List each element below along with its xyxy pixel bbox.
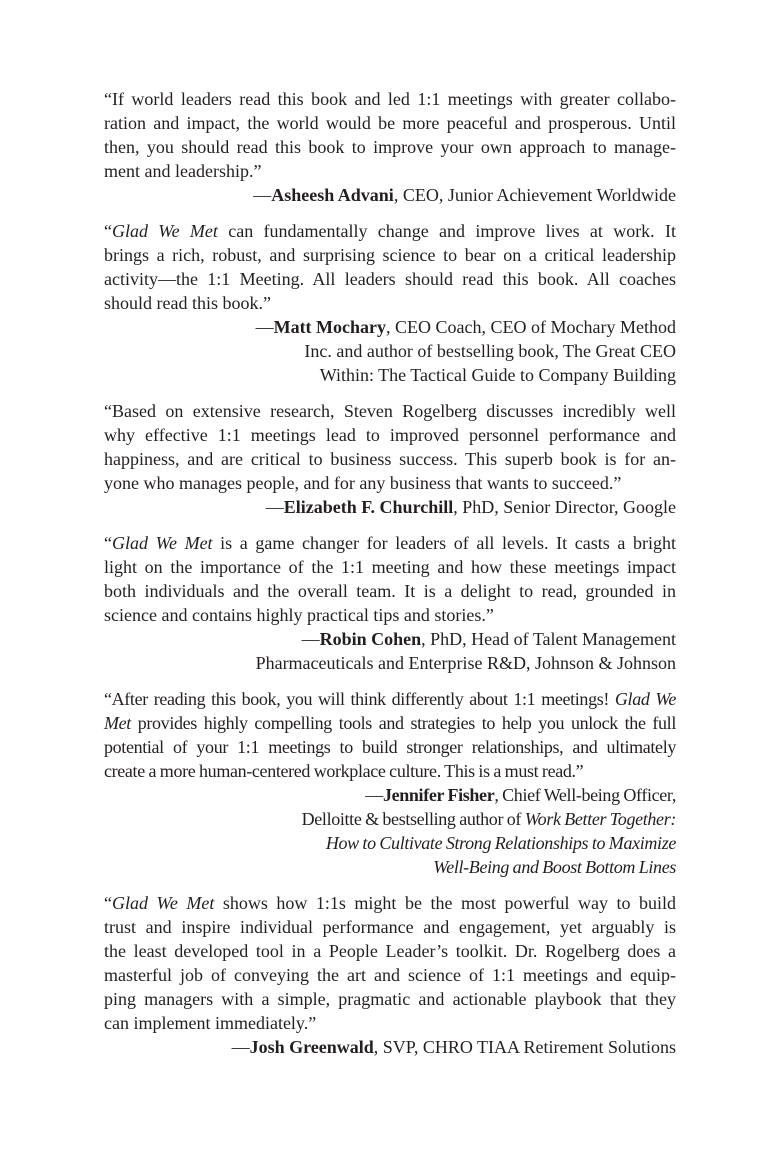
attribution-line	[104, 363, 676, 387]
text-segment: the least developed tool in a People Leader’s toolkit. Dr. Rogelberg does a	[104, 941, 676, 961]
quote-line	[104, 471, 676, 495]
quote-line	[104, 447, 676, 471]
book-title-text: Work Better Together:	[524, 809, 676, 829]
endorser-name: Asheesh Advani	[271, 185, 394, 205]
endorsement	[104, 87, 676, 207]
attribution-line	[104, 855, 676, 879]
text-segment: , SVP, CHRO TIAA Retirement Solutions	[373, 1037, 676, 1057]
quote-line	[104, 267, 676, 291]
book-title-text: Glad We	[614, 689, 676, 709]
quote-text	[104, 891, 676, 1035]
quote-line	[104, 111, 676, 135]
quote-line	[104, 555, 676, 579]
endorser-name: Jennifer Fisher	[382, 785, 495, 805]
attribution	[104, 627, 676, 675]
quote-line	[104, 135, 676, 159]
text-segment: should read this book.”	[104, 293, 271, 313]
text-segment: science and contains highly practical tips and stories.”	[104, 605, 494, 625]
text-segment: ration and impact, the world would be more peaceful and prosperous. Until	[104, 113, 676, 133]
text-segment: trust and inspire individual performance and engagement, yet arguably is	[104, 917, 676, 937]
endorsement	[104, 219, 676, 387]
attribution-line	[104, 183, 676, 207]
quote-text	[104, 87, 676, 183]
quote-line	[104, 243, 676, 267]
quote-line	[104, 579, 676, 603]
text-segment: , CEO, Junior Achievement Worldwide	[393, 185, 676, 205]
text-segment: masterful job of conveying the art and science of 1:1 meetings and equip-	[104, 965, 676, 985]
text-segment: “After reading this book, you will think differently about 1:1 meetings!	[104, 689, 615, 709]
quote-text	[104, 687, 676, 783]
text-segment: provides highly compelling tools and strategies to help you unlock the full	[130, 713, 676, 733]
quote-line	[104, 915, 676, 939]
text-segment: potential of your 1:1 meetings to build stronger relationships, and ultimately	[104, 737, 676, 757]
text-segment: , PhD, Head of Talent Management	[421, 629, 676, 649]
endorsement	[104, 891, 676, 1059]
quote-line	[104, 987, 676, 1011]
text-segment: , Chief Well-being Officer,	[494, 785, 676, 805]
text-segment: “Based on extensive research, Steven Rogelberg discusses incredibly well	[104, 401, 676, 421]
quote-line	[104, 687, 676, 711]
text-segment: happiness, and are critical to business success. This superb book is for an-	[104, 449, 676, 469]
attribution-line	[104, 1035, 676, 1059]
attribution-line	[104, 627, 676, 651]
attribution	[104, 495, 676, 519]
endorser-name: Elizabeth F. Churchill	[283, 497, 454, 517]
attribution-line	[104, 783, 676, 807]
text-segment: —	[255, 317, 274, 337]
text-segment: “	[104, 221, 112, 241]
quote-text	[104, 531, 676, 627]
quote-line	[104, 759, 676, 783]
text-segment: is a game changer for leaders of all levels. It casts a bright	[212, 533, 676, 553]
quote-line	[104, 531, 676, 555]
quote-line	[104, 603, 676, 627]
book-title-text: Well-Being and Boost Bottom Lines	[433, 857, 676, 877]
quote-text	[104, 219, 676, 315]
text-segment: light on the importance of the 1:1 meeting and how these meetings impact	[104, 557, 676, 577]
quote-line	[104, 399, 676, 423]
text-segment: —	[265, 497, 284, 517]
text-segment: “If world leaders read this book and led 1:1 meetings with greater collabo-	[104, 89, 676, 109]
quote-line	[104, 711, 676, 735]
text-segment: shows how 1:1s might be the most powerful way to build	[214, 893, 676, 913]
book-title-text: How to Cultivate Strong Relationships to Maximize	[325, 833, 676, 853]
quote-line	[104, 423, 676, 447]
attribution-line	[104, 495, 676, 519]
quote-line	[104, 159, 676, 183]
quote-line	[104, 891, 676, 915]
endorser-name: Matt Mochary	[273, 317, 387, 337]
text-segment: can implement immediately.”	[104, 1013, 317, 1033]
text-segment: both individuals and the overall team. It is a delight to read, grounded in	[104, 581, 676, 601]
attribution-line	[104, 651, 676, 675]
endorsement	[104, 399, 676, 519]
text-segment: , CEO Coach, CEO of Mochary Method	[386, 317, 676, 337]
quote-text	[104, 399, 676, 495]
text-segment: then, you should read this book to improve your own approach to manage-	[104, 137, 676, 157]
endorsement	[104, 531, 676, 675]
attribution	[104, 1035, 676, 1059]
text-segment: —	[365, 785, 383, 805]
text-segment: —	[301, 629, 320, 649]
text-segment: brings a rich, robust, and surprising science to bear on a critical leadership	[104, 245, 676, 265]
text-segment: why effective 1:1 meetings lead to improved personnel performance and	[104, 425, 676, 445]
text-segment: —	[253, 185, 272, 205]
endorsements-page	[104, 87, 676, 1071]
text-segment: Within: The Tactical Guide to Company Building	[319, 365, 676, 385]
text-segment: Delloitte & bestselling author of	[301, 809, 525, 829]
text-segment: ment and leadership.”	[104, 161, 262, 181]
quote-line	[104, 1011, 676, 1035]
quote-line	[104, 219, 676, 243]
attribution-line	[104, 831, 676, 855]
text-segment: “	[104, 893, 112, 913]
quote-line	[104, 87, 676, 111]
text-segment: Pharmaceuticals and Enterprise R&D, Johnson & Johnson	[255, 653, 676, 673]
text-segment: , PhD, Senior Director, Google	[453, 497, 676, 517]
quote-line	[104, 735, 676, 759]
endorser-name: Robin Cohen	[319, 629, 422, 649]
text-segment: activity—the 1:1 Meeting. All leaders should read this book. All coaches	[104, 269, 676, 289]
text-segment: —	[231, 1037, 250, 1057]
quote-line	[104, 291, 676, 315]
endorsement	[104, 687, 676, 879]
text-segment: “	[104, 533, 112, 553]
attribution	[104, 315, 676, 387]
book-title-text: Met	[104, 713, 131, 733]
quote-line	[104, 963, 676, 987]
attribution-line	[104, 315, 676, 339]
book-title-text: Glad We Met	[112, 533, 213, 553]
text-segment: Inc. and author of bestselling book, The Great CEO	[304, 341, 676, 361]
quote-line	[104, 939, 676, 963]
book-title-text: Glad We Met	[112, 221, 218, 241]
book-title-text: Glad We Met	[112, 893, 215, 913]
text-segment: create a more human-centered workplace culture. This is a must read.”	[104, 761, 584, 781]
text-segment: ping managers with a simple, pragmatic and actionable playbook that they	[104, 989, 676, 1009]
attribution	[104, 783, 676, 879]
attribution	[104, 183, 676, 207]
attribution-line	[104, 807, 676, 831]
text-segment: can fundamentally change and improve lives at work. It	[217, 221, 676, 241]
text-segment: yone who manages people, and for any business that wants to succeed.”	[104, 473, 622, 493]
endorser-name: Josh Greenwald	[249, 1037, 374, 1057]
attribution-line	[104, 339, 676, 363]
